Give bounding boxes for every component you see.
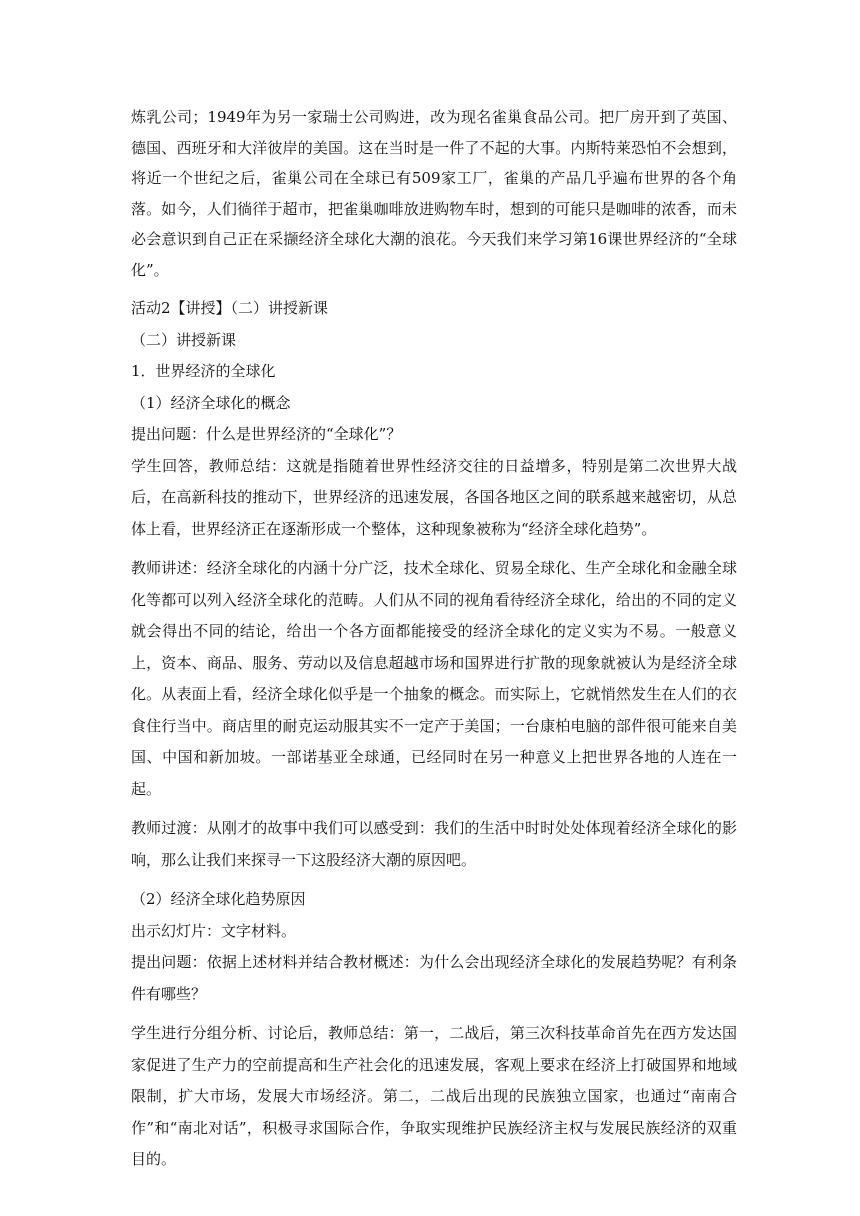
question-paragraph: 提出问题：什么是世界经济的“全球化”？ [131, 425, 402, 443]
topic-heading: 1．世界经济的全球化 [131, 362, 276, 380]
transition-paragraph: 教师过渡：从刚才的故事中我们可以感受到：我们的生活中时时处处体现着经济全球化的影响，那么让我们来探寻一下这股经济大潮的原因吧。 [131, 819, 737, 869]
answer-paragraph: 学生回答，教师总结：这就是指随着世界性经济交往的日益增多，特别是第二次世界大战后，在高新科技的推动下，世界经济的迅速发展，各国各地区之间的联系越来越密切，从总体上看，世界经济正在逐渐形成一个整体，这种现象被称为“经济全球化趋势”。 [131, 456, 737, 538]
question-paragraph-2: 提出问题：依据上述材料并结合教材概述：为什么会出现经济全球化的发展趋势呢？有利条件有哪些？ [131, 953, 737, 1003]
activity-heading: 活动2【讲授】（二）讲授新课 [131, 299, 329, 317]
section-heading: （二）讲授新课 [131, 330, 237, 349]
intro-paragraph: 炼乳公司；1949年为另一家瑞士公司购进，改为现名雀巢食品公司。把厂房开到了英国、德国、西班牙和大洋彼岸的美国。这在当时是一件了不起的大事。内斯特莱恐怕不会想到，将近一个世纪之后，雀巢公司在全球已有509家工厂，雀巢的产品几乎遍布世界的各个角落。如今，人们徜徉于超市，把雀巢咖啡放进购物车时，想到的可能只是咖啡的浓香，而未必会意识到自己正在采撷经济全球化大潮的浪花。今天我们来学习第16课世界经济的“全球化”。 [131, 108, 737, 279]
document-page [131, 102, 737, 1184]
subtopic-heading-concept: （1）经济全球化的概念 [131, 393, 291, 412]
subtopic-heading-causes: （2）经济全球化趋势原因 [131, 890, 306, 908]
teacher-lecture-paragraph: 教师讲述：经济全球化的内涵十分广泛，技术全球化、贸易全球化、生产全球化和金融全球化等都可以列入经济全球化的范畴。人们从不同的视角看待经济全球化，给出的不同的定义就会得出不同的结论，给出一个各方面都能接受的经济全球化的定义实为不易。一般意义上，资本、商品、服务、劳动以及信息超越市场和国界进行扩散的现象就被认为是经济全球化。从表面上看，经济全球化似乎是一个抽象的概念。而实际上，它就悄然发生在人们的衣食住行当中。商店里的耐克运动服其实不一定产于美国；一台康柏电脑的部件很可能来自美国、中国和新加坡。一部诺基亚全球通，已经同时在另一种意义上把世界各地的人连在一起。 [131, 559, 737, 798]
summary-paragraph: 学生进行分组分析、讨论后，教师总结：第一，二战后，第三次科技革命首先在西方发达国家促进了生产力的空前提高和生产社会化的迅速发展，客观上要求在经济上打破国界和地域限制，扩大市场，发展大市场经济。第二，二战后出现的民族独立国家，也通过“南南合作”和“南北对话”，积极寻求国际合作，争取实现维护民族经济主权与发展民族经济的双重目的。 [131, 1024, 737, 1168]
slide-paragraph: 出示幻灯片：文字材料。 [131, 921, 297, 940]
